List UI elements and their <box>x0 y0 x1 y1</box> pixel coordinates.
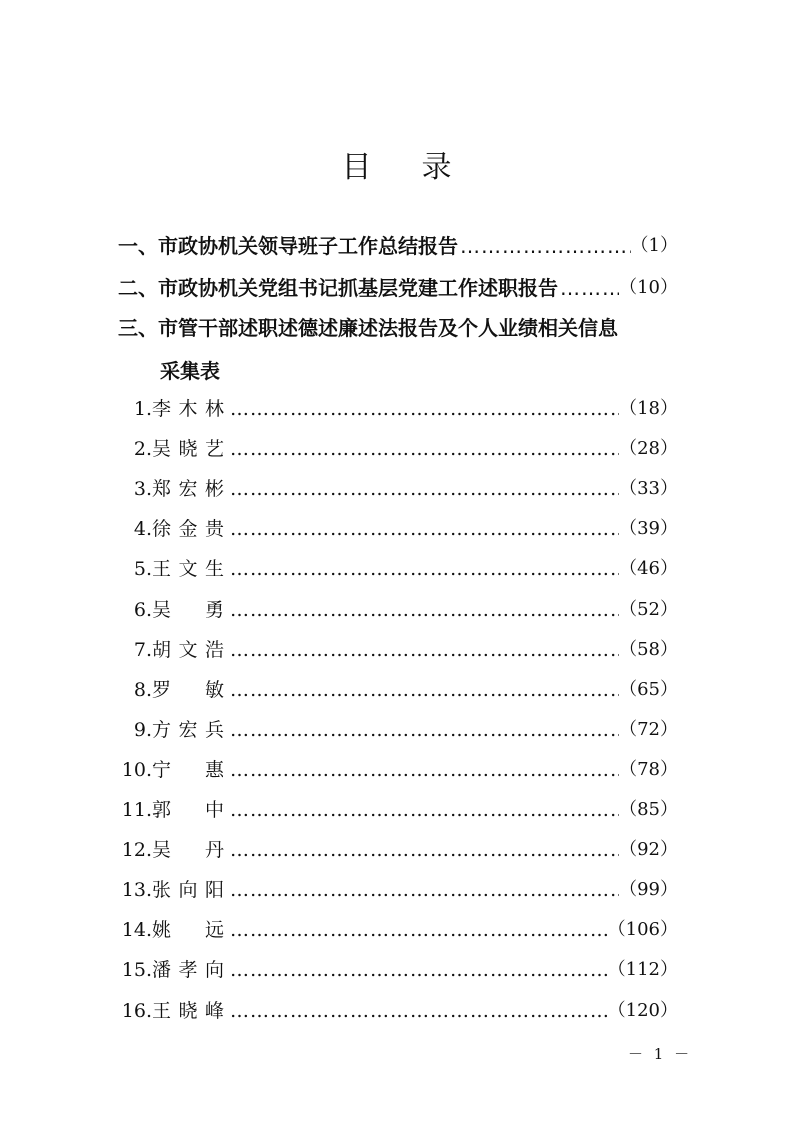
toc-entry-number: 12. <box>121 839 152 862</box>
leader-dots <box>228 715 619 745</box>
toc-page-number: （99） <box>619 879 678 901</box>
toc-entry-number: 11. <box>121 799 152 821</box>
toc-page-number: （18） <box>619 398 678 419</box>
toc-entry-number: 3. <box>133 478 152 501</box>
toc-section-1[interactable] <box>118 230 678 262</box>
toc-page-number: （112） <box>607 959 678 981</box>
toc-page-number: （52） <box>619 598 678 620</box>
toc-entry[interactable] <box>118 635 678 665</box>
leader-dots <box>228 915 608 945</box>
toc-entry-name: 潘 孝 向 <box>152 959 224 982</box>
toc-section-label: 一、市政协机关领导班子工作总结报告 <box>118 234 458 258</box>
leader-dots <box>228 514 619 544</box>
leader-dots <box>228 434 619 464</box>
toc-entry[interactable] <box>118 955 678 985</box>
toc-entry-number: 2. <box>133 438 152 461</box>
leader-dots <box>228 474 619 504</box>
toc-entry-number: 14. <box>121 919 152 942</box>
toc-entry-number: 5. <box>133 558 152 581</box>
toc-entry[interactable] <box>118 474 678 504</box>
toc-entry-number: 9. <box>133 718 152 741</box>
toc-page-number: （92） <box>619 839 678 861</box>
toc-page-number: （10） <box>619 277 678 298</box>
leader-dots <box>558 272 619 304</box>
page-title: 目录 <box>341 150 502 185</box>
toc-page-number: （106） <box>607 919 678 941</box>
toc-entry-name: 胡 文 浩 <box>152 638 224 661</box>
toc-section-2[interactable] <box>118 272 678 304</box>
toc-section-label: 二、市政协机关党组书记抓基层党建工作述职报告 <box>118 276 558 300</box>
toc-entry-name: 方 宏 兵 <box>152 718 224 741</box>
toc-section-label: 三、市管干部述职述德述廉述法报告及个人业绩相关信息 <box>118 316 618 340</box>
toc-entry-name: 张 向 阳 <box>152 879 224 902</box>
toc-entry[interactable] <box>118 715 678 745</box>
toc-entry-number: 8. <box>133 678 152 701</box>
toc-page-number: （46） <box>619 558 678 580</box>
toc-entry-number: 7. <box>133 638 152 661</box>
toc-entry-name: 李 木 林 <box>152 398 224 420</box>
leader-dots <box>228 595 619 625</box>
toc-entry-name: 罗 敏 <box>152 678 224 701</box>
toc-page-number: （78） <box>619 758 678 780</box>
toc-entry-name: 吴 丹 <box>152 839 224 862</box>
toc-page-number: （58） <box>619 638 678 660</box>
toc-entry-name: 宁 惠 <box>152 758 224 781</box>
toc-page-number: （85） <box>619 799 678 820</box>
toc-entry[interactable] <box>118 675 678 705</box>
toc-entry-name: 吴 晓 艺 <box>152 438 224 461</box>
toc-page-number: （28） <box>619 438 678 460</box>
toc-page-number: （33） <box>619 478 678 500</box>
leader-dots <box>228 755 619 785</box>
toc-entry-name: 王 文 生 <box>152 558 224 581</box>
toc-entry[interactable] <box>118 554 678 584</box>
leader-dots <box>228 394 619 424</box>
toc-entry-name: 徐 金 贵 <box>152 518 224 541</box>
toc-entry[interactable] <box>118 434 678 464</box>
toc-page-number: （65） <box>619 678 678 700</box>
leader-dots <box>228 835 619 865</box>
toc-entry-number: 10. <box>121 758 152 781</box>
toc-entry-number: 6. <box>133 598 152 621</box>
toc-entry[interactable] <box>118 755 678 785</box>
toc-entry[interactable] <box>118 875 678 905</box>
leader-dots <box>228 955 608 985</box>
toc-entry[interactable] <box>118 795 678 825</box>
toc-section-3[interactable] <box>118 312 678 344</box>
leader-dots <box>228 996 608 1026</box>
toc-section-3-continuation: 采集表 <box>160 359 220 383</box>
toc-entry[interactable] <box>118 996 678 1026</box>
toc-entry-name: 郑 宏 彬 <box>152 478 224 501</box>
toc-entry-number: 1. <box>133 398 152 420</box>
toc-page-number: （1） <box>630 235 678 256</box>
page-footer-number: － 1 － <box>628 1045 693 1063</box>
toc-entry-number: 13. <box>121 879 152 902</box>
toc-entry-number: 16. <box>121 999 152 1022</box>
toc-entry-name: 姚 远 <box>152 919 224 942</box>
toc-entry[interactable] <box>118 595 678 625</box>
toc-page-number: （72） <box>619 718 678 740</box>
toc-entry-number: 15. <box>121 959 152 982</box>
leader-dots <box>228 635 619 665</box>
toc-entry[interactable] <box>118 835 678 865</box>
toc-entry[interactable] <box>118 394 678 424</box>
toc-entry-name: 郭 中 <box>152 799 224 821</box>
toc-entry-number: 4. <box>133 518 152 541</box>
toc-entry[interactable] <box>118 514 678 544</box>
leader-dots <box>228 795 619 825</box>
toc-entry-name: 吴 勇 <box>152 598 224 621</box>
leader-dots <box>228 554 619 584</box>
toc-page-number: （120） <box>607 999 678 1021</box>
toc-page-number: （39） <box>619 518 678 540</box>
toc-entry[interactable] <box>118 915 678 945</box>
leader-dots <box>228 675 619 705</box>
leader-dots <box>458 230 631 262</box>
leader-dots <box>228 875 619 905</box>
toc-entry-name: 王 晓 峰 <box>152 999 224 1022</box>
